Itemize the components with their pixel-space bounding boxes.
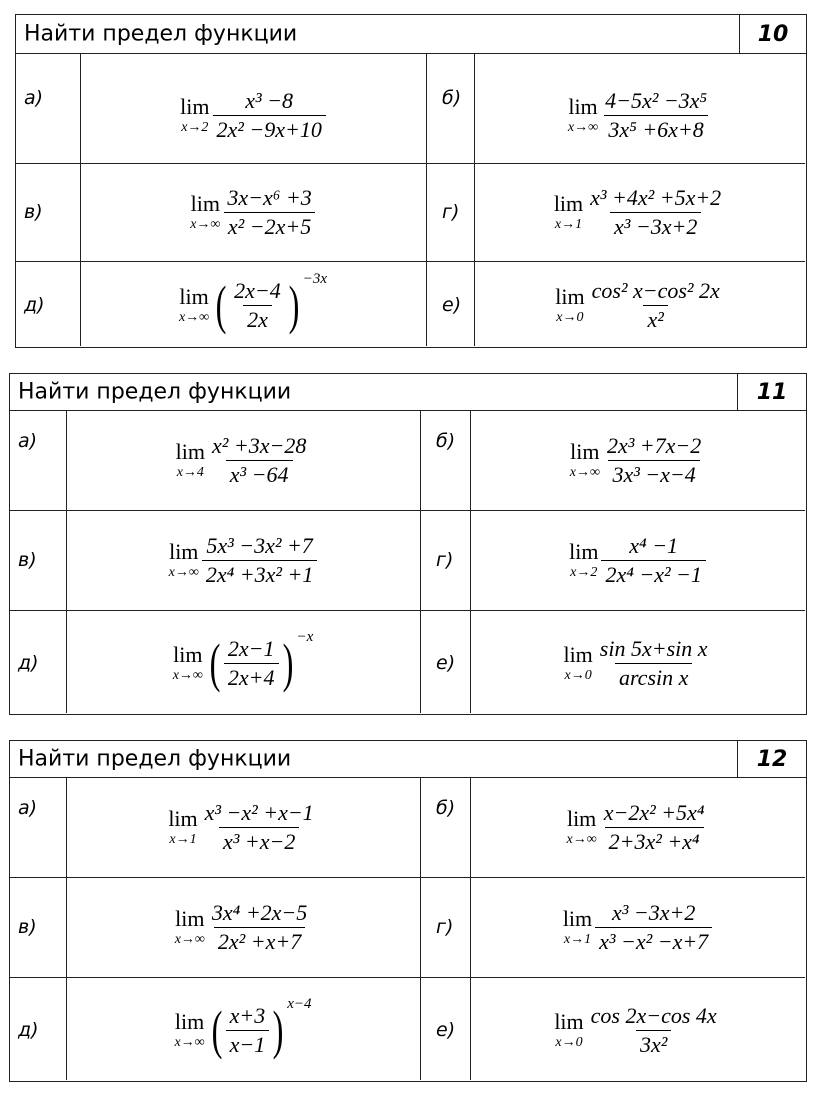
limit-cell bbox=[474, 67, 805, 163]
numerator: 2x−1 bbox=[227, 635, 275, 661]
lim-operator bbox=[569, 538, 599, 580]
lim-operator bbox=[175, 438, 205, 480]
item-label: б) bbox=[436, 797, 456, 819]
limit-cell bbox=[470, 410, 805, 510]
task-block bbox=[15, 14, 807, 348]
fraction bbox=[601, 532, 705, 587]
left-paren: ( bbox=[209, 633, 221, 693]
lim-word: lim bbox=[180, 93, 210, 119]
block-header bbox=[10, 741, 806, 778]
lim-word: lim bbox=[555, 283, 585, 309]
column-divider bbox=[420, 410, 421, 713]
task-block bbox=[9, 740, 807, 1082]
denominator: x² −2x+5 bbox=[224, 212, 315, 238]
item-label: е) bbox=[436, 652, 456, 674]
left-paren: ( bbox=[211, 1000, 223, 1060]
fraction bbox=[224, 635, 279, 690]
limit-formula bbox=[553, 184, 725, 239]
limit-cell bbox=[66, 777, 420, 877]
fraction bbox=[230, 277, 285, 332]
lim-word: lim bbox=[169, 538, 199, 564]
numerator: 3x−x⁶ +3 bbox=[227, 184, 312, 210]
column-divider bbox=[426, 53, 427, 346]
lim-operator bbox=[168, 538, 199, 580]
limit-cell bbox=[470, 977, 805, 1083]
limit-cell bbox=[470, 510, 805, 610]
fraction bbox=[208, 432, 310, 487]
item-label: г) bbox=[436, 916, 454, 938]
denominator: 2x² −9x+10 bbox=[213, 115, 326, 141]
lim-word: lim bbox=[568, 93, 598, 119]
limit-formula bbox=[569, 532, 706, 587]
fraction bbox=[202, 532, 317, 587]
lim-operator bbox=[569, 438, 600, 480]
denominator: 3x³ −x−4 bbox=[608, 460, 699, 486]
lim-operator bbox=[563, 641, 593, 683]
item-label: г) bbox=[436, 549, 454, 571]
block-title: Найти предел функции bbox=[18, 746, 292, 772]
item-label: в) bbox=[24, 201, 43, 223]
numerator: x³ −3x+2 bbox=[612, 899, 696, 925]
lim-word: lim bbox=[175, 905, 205, 931]
task-number: 12 bbox=[737, 741, 806, 777]
fraction bbox=[586, 184, 725, 239]
lim-operator bbox=[172, 641, 203, 683]
limit-cell bbox=[80, 261, 426, 349]
item-label: б) bbox=[436, 430, 456, 452]
lim-approach: x→∞ bbox=[567, 119, 599, 135]
fraction bbox=[588, 277, 724, 332]
item-label: б) bbox=[442, 87, 462, 109]
lim-word: lim bbox=[569, 538, 599, 564]
fraction bbox=[587, 1002, 721, 1057]
denominator: x³ −x² −x+7 bbox=[595, 927, 712, 953]
lim-operator bbox=[566, 805, 597, 847]
right-paren: ) bbox=[272, 1000, 284, 1060]
lim-operator bbox=[178, 283, 210, 325]
lim-approach: x→0 bbox=[556, 309, 584, 325]
fraction bbox=[213, 87, 326, 142]
denominator: arcsin x bbox=[615, 663, 692, 689]
lim-operator bbox=[554, 1008, 584, 1050]
denominator: 2x+4 bbox=[224, 663, 279, 689]
limit-formula bbox=[569, 432, 706, 487]
lim-approach: x→4 bbox=[176, 464, 204, 480]
limit-cell bbox=[80, 163, 426, 261]
item-label: д) bbox=[18, 652, 39, 674]
numerator: x³ −8 bbox=[245, 87, 294, 113]
lim-approach: x→1 bbox=[554, 216, 583, 232]
lim-word: lim bbox=[554, 1008, 584, 1034]
numerator: cos 2x−cos 4x bbox=[590, 1002, 717, 1028]
block-title: Найти предел функции bbox=[18, 379, 292, 405]
item-label: д) bbox=[18, 1019, 39, 1041]
lim-approach: x→2 bbox=[181, 119, 209, 135]
limit-formula bbox=[190, 184, 316, 239]
limit-cell bbox=[470, 610, 805, 716]
lim-approach: x→∞ bbox=[566, 831, 597, 847]
lim-word: lim bbox=[175, 438, 205, 464]
fraction bbox=[600, 799, 709, 854]
lim-word: lim bbox=[563, 641, 593, 667]
block-title: Найти предел функции bbox=[24, 21, 298, 47]
right-paren: ) bbox=[282, 633, 293, 693]
numerator: 4−5x² −3x⁵ bbox=[605, 87, 708, 113]
task-number: 10 bbox=[739, 15, 806, 53]
left-paren: ( bbox=[215, 275, 227, 335]
lim-approach: x→∞ bbox=[168, 564, 199, 580]
lim-operator bbox=[555, 283, 585, 325]
limit-formula bbox=[175, 432, 311, 487]
limit-cell bbox=[66, 977, 420, 1083]
lim-word: lim bbox=[174, 1008, 205, 1034]
lim-word: lim bbox=[190, 190, 220, 216]
limit-formula bbox=[168, 532, 318, 587]
denominator: 2x⁴ −x² −1 bbox=[601, 560, 705, 586]
numerator: 2x−4 bbox=[234, 277, 281, 303]
numerator: x² +3x−28 bbox=[212, 432, 307, 458]
numerator: x³ +4x² +5x+2 bbox=[590, 184, 722, 210]
fraction bbox=[201, 799, 318, 854]
lim-operator bbox=[567, 93, 599, 135]
lim-approach: x→∞ bbox=[174, 931, 205, 947]
item-label: а) bbox=[18, 430, 38, 452]
fraction bbox=[603, 432, 705, 487]
task-block bbox=[9, 373, 807, 715]
denominator: 2x⁴ +3x² +1 bbox=[202, 560, 317, 586]
limit-formula bbox=[168, 799, 317, 854]
lim-operator bbox=[190, 190, 221, 232]
denominator: x² bbox=[643, 305, 667, 331]
task-number: 11 bbox=[737, 374, 806, 410]
item-label: е) bbox=[436, 1019, 456, 1041]
lim-word: lim bbox=[168, 805, 198, 831]
item-label: а) bbox=[24, 87, 44, 109]
numerator: 2x³ +7x−2 bbox=[606, 432, 702, 458]
limit-formula bbox=[180, 87, 326, 142]
limit-cell bbox=[66, 410, 420, 510]
lim-word: lim bbox=[562, 905, 593, 931]
lim-approach: x→0 bbox=[555, 1034, 583, 1050]
lim-approach: x→1 bbox=[563, 931, 592, 947]
limit-cell bbox=[66, 610, 420, 716]
numerator: 5x³ −3x² +7 bbox=[206, 532, 313, 558]
lim-word: lim bbox=[173, 641, 203, 667]
item-label: а) bbox=[18, 797, 38, 819]
lim-approach: x→∞ bbox=[190, 216, 221, 232]
denominator: 2x bbox=[243, 305, 272, 331]
lim-approach: x→0 bbox=[564, 667, 592, 683]
lim-approach: x→2 bbox=[570, 564, 598, 580]
numerator: x³ −x² +x−1 bbox=[204, 799, 314, 825]
limit-cell bbox=[474, 261, 805, 349]
fraction bbox=[596, 635, 712, 690]
fraction bbox=[226, 1002, 270, 1057]
lim-approach: x→∞ bbox=[174, 1034, 205, 1050]
limit-cell bbox=[474, 163, 805, 261]
block-header bbox=[10, 374, 806, 411]
item-label: в) bbox=[18, 549, 37, 571]
limit-formula bbox=[172, 629, 314, 693]
lim-word: lim bbox=[179, 283, 209, 309]
limit-formula bbox=[174, 996, 312, 1060]
item-label: в) bbox=[18, 916, 37, 938]
item-label: е) bbox=[442, 294, 462, 316]
denominator: x³ +x−2 bbox=[219, 827, 299, 853]
exponent: −x bbox=[296, 629, 314, 645]
denominator: 2x² +x+7 bbox=[214, 927, 305, 953]
exponent: −3x bbox=[302, 271, 328, 287]
lim-operator bbox=[174, 1008, 205, 1050]
denominator: 3x² bbox=[636, 1030, 671, 1056]
numerator: x+3 bbox=[229, 1002, 266, 1028]
lim-approach: x→∞ bbox=[178, 309, 210, 325]
numerator: sin 5x+sin x bbox=[599, 635, 708, 661]
limit-formula bbox=[563, 635, 711, 690]
numerator: x−2x² +5x⁴ bbox=[603, 799, 705, 825]
fraction bbox=[223, 184, 315, 239]
right-paren: ) bbox=[288, 275, 300, 335]
lim-approach: x→1 bbox=[169, 831, 197, 847]
lim-operator bbox=[553, 190, 584, 232]
denominator: x³ −64 bbox=[226, 460, 293, 486]
limit-formula bbox=[567, 87, 711, 142]
denominator: 2+3x² +x⁴ bbox=[605, 827, 704, 853]
lim-approach: x→∞ bbox=[172, 667, 203, 683]
denominator: x³ −3x+2 bbox=[610, 212, 701, 238]
lim-word: lim bbox=[570, 438, 600, 464]
limit-formula bbox=[174, 899, 312, 954]
numerator: cos² x−cos² 2x bbox=[591, 277, 720, 303]
lim-operator bbox=[168, 805, 198, 847]
denominator: x−1 bbox=[226, 1030, 270, 1056]
item-label: г) bbox=[442, 201, 460, 223]
limit-cell bbox=[470, 777, 805, 877]
numerator: 3x⁴ +2x−5 bbox=[211, 899, 308, 925]
lim-approach: x→∞ bbox=[569, 464, 600, 480]
lim-operator bbox=[562, 905, 593, 947]
block-header bbox=[16, 15, 806, 54]
lim-operator bbox=[174, 905, 205, 947]
limit-formula bbox=[178, 271, 328, 335]
lim-operator bbox=[180, 93, 210, 135]
limit-cell bbox=[470, 877, 805, 977]
limit-cell bbox=[66, 877, 420, 977]
denominator: 3x⁵ +6x+8 bbox=[604, 115, 707, 141]
lim-word: lim bbox=[553, 190, 584, 216]
fraction bbox=[208, 899, 311, 954]
column-divider bbox=[420, 777, 421, 1080]
fraction bbox=[601, 87, 711, 142]
item-label: д) bbox=[24, 294, 45, 316]
limit-formula bbox=[555, 277, 724, 332]
limit-formula bbox=[566, 799, 709, 854]
limit-formula bbox=[554, 1002, 720, 1057]
limit-formula bbox=[562, 899, 712, 954]
lim-word: lim bbox=[566, 805, 597, 831]
limit-cell bbox=[66, 510, 420, 610]
limit-cell bbox=[80, 67, 426, 163]
exponent: x−4 bbox=[287, 996, 312, 1012]
fraction bbox=[595, 899, 712, 954]
numerator: x⁴ −1 bbox=[629, 532, 679, 558]
